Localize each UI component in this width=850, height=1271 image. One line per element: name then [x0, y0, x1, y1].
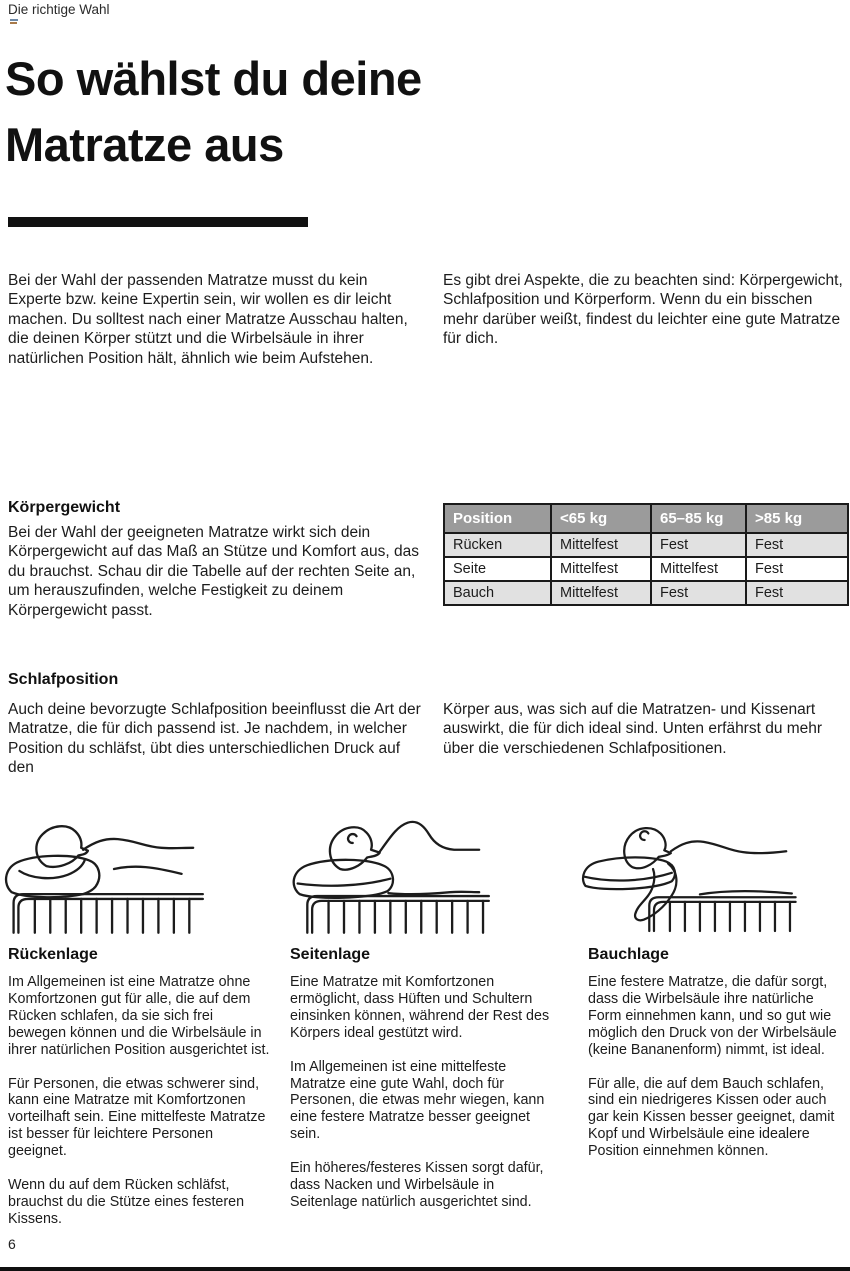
table-cell: Bauch — [444, 581, 551, 605]
table-header-cell: <65 kg — [551, 504, 651, 533]
koerpergewicht-paragraph: Bei der Wahl der geeigneten Matratze wirkt sich dein Körpergewicht auf das Maß an Stütze und Komfort aus, das du brauchst. Schau dir die Tabelle auf der rechten Seite an, um herauszufinden, welche Festigkeit zu deinem Körpergewicht passt. — [8, 524, 419, 619]
table-header-row — [444, 504, 848, 533]
table-cell: Fest — [746, 581, 848, 605]
page-bottom-edge — [0, 1267, 850, 1271]
column-rueckenlage — [8, 946, 272, 1245]
column-paragraph: Wenn du auf dem Rücken schläfst, brauchst du die Stütze eines festeren Kissens. — [8, 1177, 245, 1227]
table-cell: Fest — [651, 581, 746, 605]
table-header-cell: Position — [444, 504, 551, 533]
table-cell: Mittelfest — [551, 533, 651, 557]
column-paragraph: Im Allgemeinen ist eine mittelfeste Matratze eine gute Wahl, doch für Personen, die etwas mehr wiegen, kann eine festere Matratze besser geeignet sein. — [290, 1058, 545, 1143]
column-paragraph: Für Personen, die etwas schwerer sind, kann eine Matratze mit Komfortzonen vorteilhaft sein. Eine mittelfeste Matratze ist besser für leichtere Personen geeignet. — [8, 1075, 266, 1160]
column-paragraph: Für alle, die auf dem Bauch schlafen, sind ein niedrigeres Kissen oder auch gar kein Kissen besser geeignet, damit Kopf und Wirbelsäule eine idealere Position einnehmen können. — [588, 1075, 835, 1160]
weight-table — [443, 503, 849, 606]
section-heading-koerpergewicht: Körpergewicht — [8, 499, 121, 516]
table-row — [444, 581, 848, 605]
back-sleeper-illustration — [2, 806, 282, 934]
page-title — [5, 46, 422, 178]
column-seitenlage — [290, 946, 562, 1228]
page-title-line1: So wählst du deine — [5, 52, 422, 105]
table-header-cell: >85 kg — [746, 504, 848, 533]
title-rule — [8, 217, 308, 227]
eyebrow-label: Die richtige Wahl — [8, 2, 110, 17]
table-cell: Rücken — [444, 533, 551, 557]
page-number: 6 — [8, 1236, 16, 1252]
column-paragraph: Eine Matratze mit Komfortzonen ermöglicht, dass Hüften und Schultern einsinken können, während der Rest des Körpers ideal gestützt wird. — [290, 974, 550, 1041]
table-row — [444, 533, 848, 557]
column-paragraph: Im Allgemeinen ist eine Matratze ohne Komfortzonen gut für alle, die auf dem Rücken schlafen, da sie sich frei bewegen können und die Wirbelsäule in ihrer natürlichen Position ausgerichtet ist. — [8, 974, 270, 1058]
equals-mark-icon — [10, 19, 18, 24]
section-heading-schlafposition: Schlafposition — [8, 671, 119, 688]
table-cell: Mittelfest — [551, 581, 651, 605]
side-sleeper-illustration — [288, 806, 568, 934]
intro-paragraph-left: Bei der Wahl der passenden Matratze musst du kein Experte bzw. keine Expertin sein, wir wollen es dir leicht machen. Du solltest nach einer Matratze Ausschau halten, die deinen Körper stützt und die Wirbelsäule in ihrer natürlichen Position hält, ähnlich wie beim Aufstehen. — [8, 272, 408, 367]
column-bauchlage — [588, 946, 846, 1177]
column-heading: Bauchlage — [588, 946, 669, 963]
column-heading: Rückenlage — [8, 946, 98, 963]
intro-paragraph-right: Es gibt drei Aspekte, die zu beachten sind: Körpergewicht, Schlafposition und Körperform. Wenn du ein bisschen mehr darüber weißt, findest du leichter eine gute Matratze für dich. — [443, 272, 843, 348]
table-cell: Fest — [746, 557, 848, 581]
schlafposition-paragraph-right: Körper aus, was sich auf die Matratzen- und Kissenart auswirkt, die für dich ideal sind. Unten erfährst du mehr über die verschiedenen Schlafpositionen. — [443, 701, 823, 757]
table-header-cell: 65–85 kg — [651, 504, 746, 533]
schlafposition-paragraph-left: Auch deine bevorzugte Schlafposition beeinflusst die Art der Matratze, die für dich passend ist. Je nachdem, in welcher Position du schläfst, übt dies unterschiedlichen Druck auf den — [8, 701, 421, 777]
column-heading: Seitenlage — [290, 946, 371, 963]
table-cell: Mittelfest — [551, 557, 651, 581]
table-cell: Seite — [444, 557, 551, 581]
table-row — [444, 557, 848, 581]
table-cell: Fest — [651, 533, 746, 557]
stomach-sleeper-illustration — [578, 806, 850, 934]
table-cell: Mittelfest — [651, 557, 746, 581]
column-paragraph: Eine festere Matratze, die dafür sorgt, dass die Wirbelsäule ihre natürliche Form einnehmen kann, und so gut wie möglich den Druck von der Wirbelsäule (keine Bananenform) nimmt, ist ideal. — [588, 974, 837, 1058]
table-cell: Fest — [746, 533, 848, 557]
page-title-line2: Matratze aus — [5, 118, 284, 171]
column-paragraph: Ein höheres/festeres Kissen sorgt dafür, dass Nacken und Wirbelsäule in Seitenlage natürlich ausgerichtet sind. — [290, 1160, 544, 1210]
